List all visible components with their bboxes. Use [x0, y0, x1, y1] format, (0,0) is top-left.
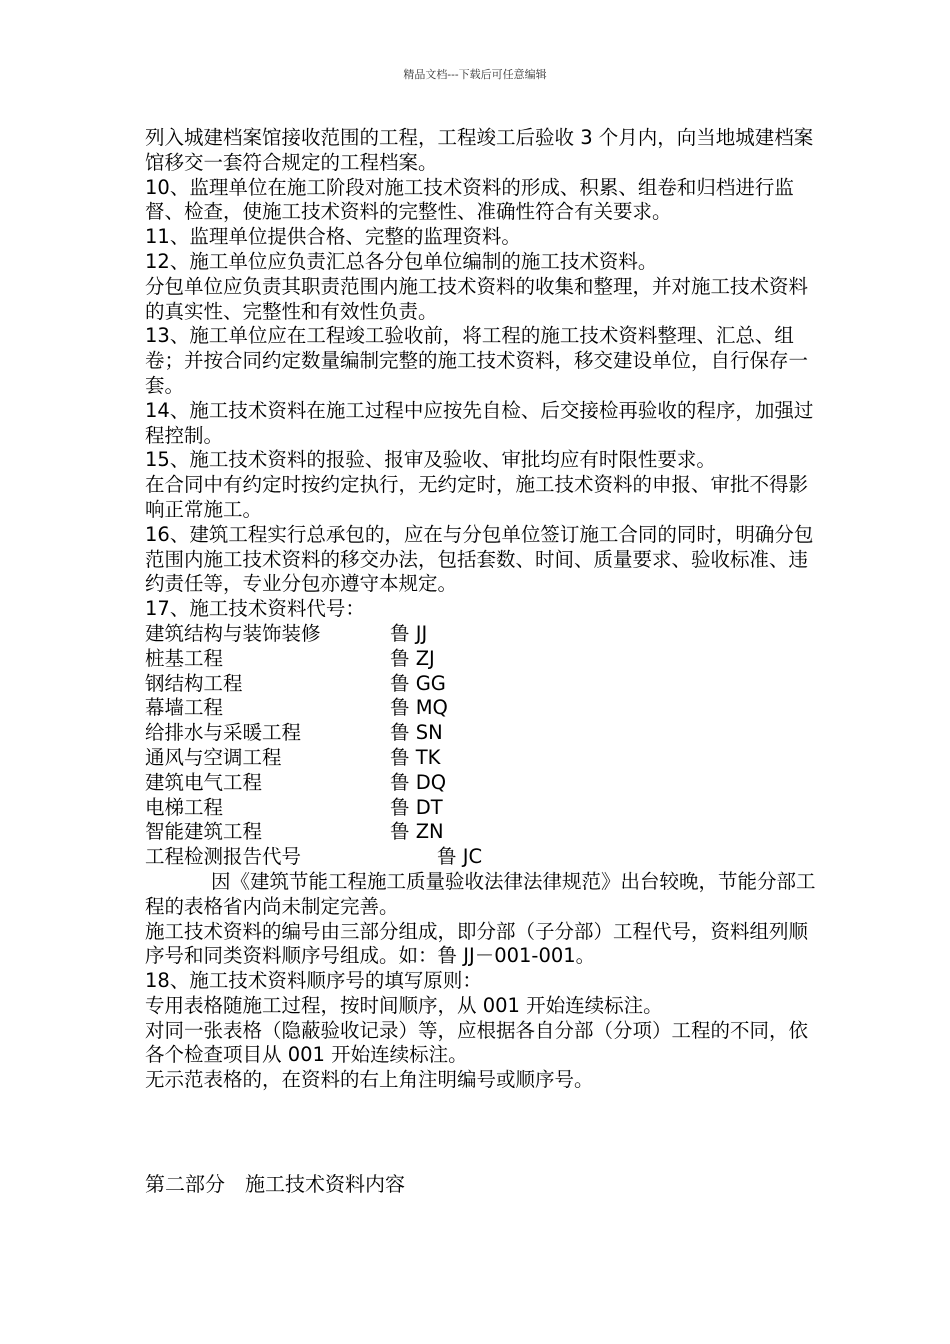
code-value: 鲁 JJ: [390, 621, 428, 645]
code-value: 鲁 TK: [390, 745, 441, 769]
code-value: 鲁 MQ: [390, 696, 448, 720]
code-row: [145, 746, 825, 771]
code-row: [145, 845, 825, 870]
code-name: 给排水与采暖工程: [145, 721, 302, 745]
code-value: 鲁 ZN: [390, 820, 444, 844]
code-row: [145, 696, 825, 721]
paragraph: 分包单位应负责其职责范围内施工技术资料的收集和整理，并对施工技术资料的真实性、完整性和有效性负责。: [145, 274, 809, 323]
code-name: 通风与空调工程: [145, 745, 282, 769]
document-body: [145, 126, 825, 1093]
paragraph: 13、施工单位应在工程竣工验收前，将工程的施工技术资料整理、汇总、组卷；并按合同约定数量编制完整的施工技术资料，移交建设单位，自行保存一套。: [145, 324, 809, 397]
code-row: [145, 771, 825, 796]
section-title: 第二部分 施工技术资料内容: [145, 1172, 405, 1196]
code-value: 鲁 DQ: [390, 770, 447, 794]
code-name: 智能建筑工程: [145, 820, 263, 844]
code-name: 幕墙工程: [145, 696, 224, 720]
code-value: 鲁 GG: [390, 671, 446, 695]
code-name: 电梯工程: [145, 795, 224, 819]
paragraph: 14、施工技术资料在施工过程中应按先自检、后交接检再验收的程序，加强过程控制。: [145, 398, 814, 447]
code-name: 桩基工程: [145, 646, 224, 670]
code-row: [145, 796, 825, 821]
paragraph: 列入城建档案馆接收范围的工程，工程竣工后验收 3 个月内，向当地城建档案馆移交一套符合规定的工程档案。: [145, 126, 814, 174]
code-row: [145, 820, 825, 845]
code-value: 鲁 DT: [390, 795, 443, 819]
paragraph: 12、施工单位应负责汇总各分包单位编制的施工技术资料。: [145, 249, 658, 273]
code-name: 建筑电气工程: [145, 770, 263, 794]
code-row: [145, 721, 825, 746]
code-row: [145, 647, 825, 672]
code-value: 鲁 SN: [390, 721, 443, 745]
code-list: [145, 622, 825, 870]
paragraph: 15、施工技术资料的报验、报审及验收、审批均应有时限性要求。: [145, 448, 716, 472]
code-name: 工程检测报告代号: [145, 845, 302, 869]
paragraph: 施工技术资料的编号由三部分组成，即分部（子分部）工程代号，资料组列顺序号和同类资料顺序号组成。如：鲁 JJ－001-001。: [145, 919, 809, 968]
code-row: [145, 622, 825, 647]
page-header: 精品文档---下载后可任意编辑: [403, 68, 547, 81]
paragraph: 因《建筑节能工程施工质量验收法律法律规范》出台较晚，节能分部工程的表格省内尚未制定完善。: [145, 869, 816, 918]
paragraph: 专用表格随施工过程，按时间顺序，从 001 开始连续标注。: [145, 993, 663, 1017]
paragraph: 11、监理单位提供合格、完整的监理资料。: [145, 225, 521, 249]
code-name: 建筑结构与装饰装修: [145, 621, 321, 645]
code-value: 鲁 ZJ: [390, 646, 435, 670]
paragraph: 对同一张表格（隐蔽验收记录）等，应根据各自分部（分项）工程的不同，依各个检查项目从 001 开始连续标注。: [145, 1018, 809, 1067]
paragraph: 17、施工技术资料代号：: [145, 597, 365, 621]
paragraph: 18、施工技术资料顺序号的填写原则：: [145, 969, 482, 993]
code-name: 钢结构工程: [145, 671, 243, 695]
paragraph: 10、监理单位在施工阶段对施工技术资料的形成、积累、组卷和归档进行监督、检查，使施工技术资料的完整性、准确性符合有关要求。: [145, 175, 794, 224]
paragraph: 在合同中有约定时按约定执行，无约定时，施工技术资料的申报、审批不得影响正常施工。: [145, 473, 809, 521]
paragraph: 16、建筑工程实行总承包的，应在与分包单位签订施工合同的同时，明确分包范围内施工技术资料的移交办法，包括套数、时间、质量要求、验收标准、违约责任等，专业分包亦遵守本规定。: [145, 522, 814, 596]
paragraph: 无示范表格的，在资料的右上角注明编号或顺序号。: [145, 1068, 594, 1092]
code-value: 鲁 JC: [437, 845, 483, 869]
code-row: [145, 672, 825, 697]
